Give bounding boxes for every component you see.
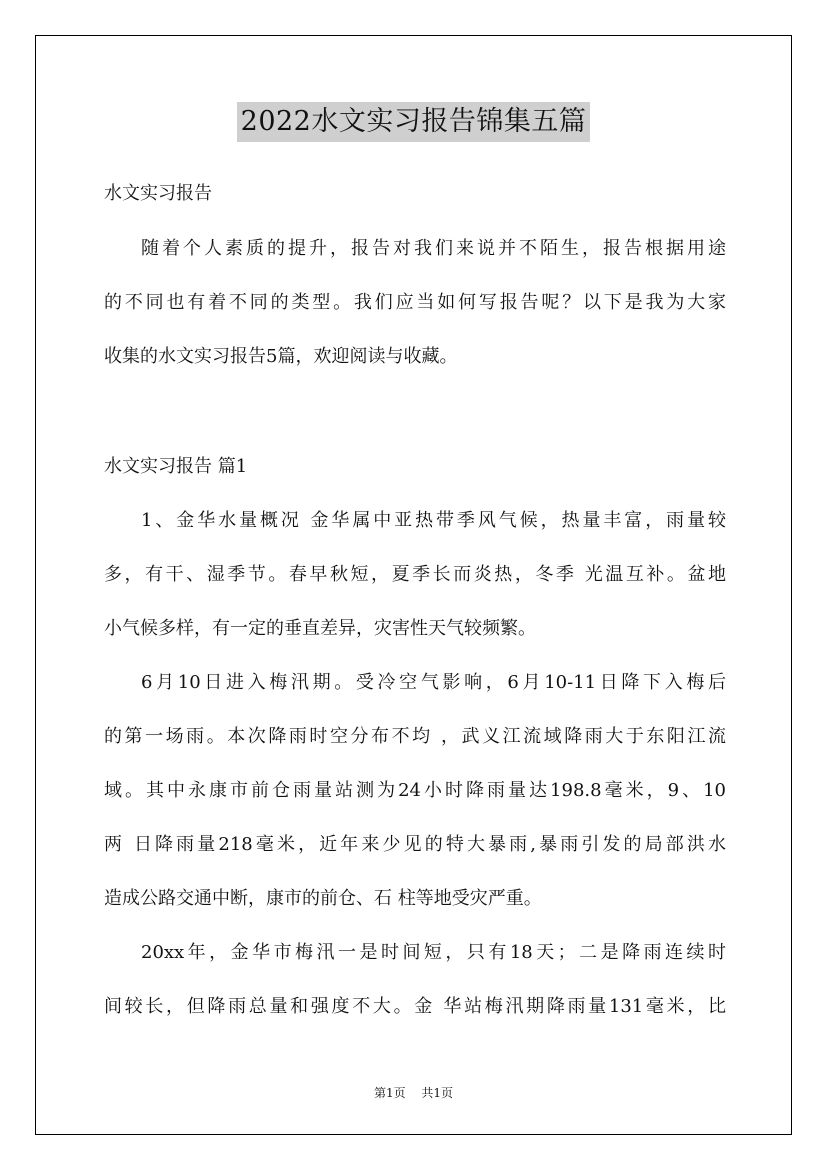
intro-line: 收集的水文实习报告5篇，欢迎阅读与收藏。 bbox=[104, 346, 458, 367]
part-heading: 水文实习报告 篇1 bbox=[104, 456, 248, 477]
paragraph-line: 的第一场雨。本次降雨时空分布不均 ，武义江流域降雨大于东阳江流 bbox=[104, 726, 726, 747]
paragraph-line: 造成公路交通中断，康市的前仓、石 柱等地受灾严重。 bbox=[104, 888, 542, 909]
paragraph-line: 小气候多样，有一定的垂直差异，灾害性天气较频繁。 bbox=[104, 618, 536, 639]
paragraph-line: 两 日降雨量218毫米，近年来少见的特大暴雨,暴雨引发的局部洪水 bbox=[104, 834, 726, 855]
page-footer bbox=[0, 1085, 827, 1101]
section-heading: 水文实习报告 bbox=[104, 183, 212, 204]
paragraph-line: 域。其中永康市前仓雨量站测为24小时降雨量达198.8毫米，9、10 bbox=[104, 780, 726, 801]
page-total: 共1页 bbox=[421, 1086, 453, 1100]
paragraph-line: 6月10日进入梅汛期。受冷空气影响，6月10-11日降下入梅后 bbox=[141, 672, 726, 693]
paragraph-line: 间较长，但降雨总量和强度不大。金 华站梅汛期降雨量131毫米，比 bbox=[104, 996, 726, 1017]
document-title: 2022水文实习报告锦集五篇 bbox=[237, 102, 591, 142]
paragraph-line: 1、金华水量概况 金华属中亚热带季风气候，热量丰富，雨量较 bbox=[141, 510, 726, 531]
intro-line: 随着个人素质的提升，报告对我们来说并不陌生，报告根据用途 bbox=[141, 238, 726, 259]
paragraph-line: 多，有干、湿季节。春早秋短，夏季长而炎热，冬季 光温互补。盆地 bbox=[104, 564, 726, 585]
paragraph-line: 20xx年，金华市梅汛一是时间短，只有18天；二是降雨连续时 bbox=[141, 942, 726, 963]
page-number: 第1页 bbox=[374, 1086, 406, 1100]
title-container bbox=[0, 102, 827, 142]
intro-line: 的不同也有着不同的类型。我们应当如何写报告呢？以下是我为大家 bbox=[104, 292, 726, 313]
